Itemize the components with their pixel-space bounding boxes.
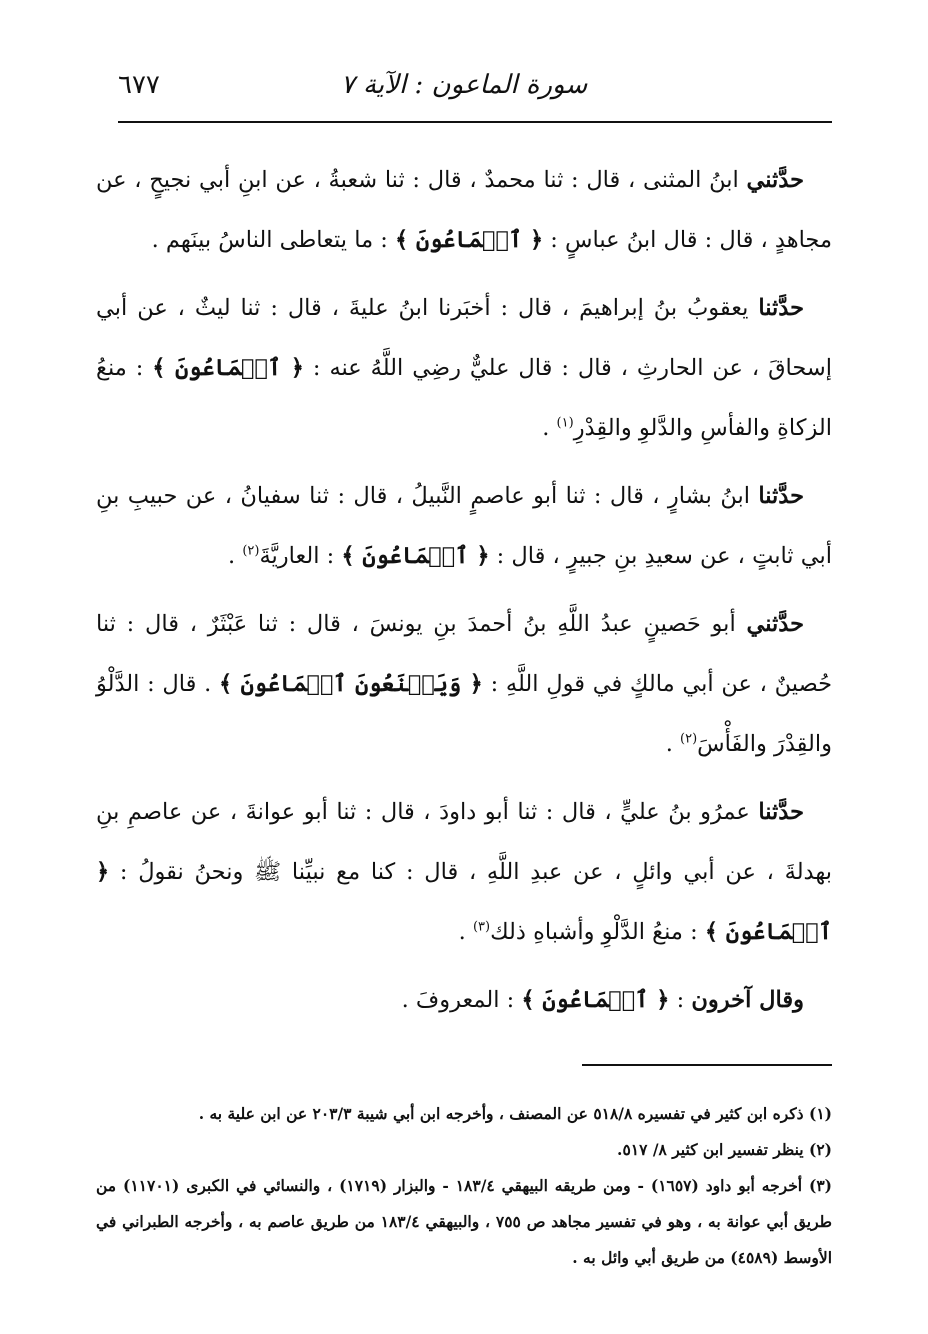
paragraph-lead: حدَّثنا [758, 799, 804, 825]
quran-quote: ﴿ ٱلۡمَاعُونَ ﴾ [96, 859, 832, 945]
quran-quote: ﴿ ٱلۡمَاعُونَ ﴾ [395, 227, 544, 253]
paragraph-text: : [669, 987, 692, 1013]
paragraph-lead: حدَّثني [746, 611, 804, 637]
paragraph-5 [96, 782, 832, 962]
footnote-marker[interactable]: (٣) [472, 919, 491, 935]
page-number: ٦٧٧ [118, 70, 160, 100]
paragraph-text: ابنُ المثنى ، قال : ثنا محمدٌ ، قال : ثنا شعبةُ ، عن ابنِ أبي نجيحٍ ، عن مجاهدٍ ، قال : قال ابنُ عباسٍ : [96, 167, 832, 253]
paragraph-end: . [458, 919, 473, 945]
running-head [118, 62, 810, 112]
paragraph-text: أبو حَصينٍ عبدُ اللَّهِ بنُ أحمدَ بنِ يونسَ ، قال : ثنا عَبْثَرٌ ، قال : ثنا حُصينٌ ، عن أبي مالكٍ في قولِ اللَّهِ : [96, 611, 832, 697]
paragraph-lead: وقال آخرون [691, 987, 804, 1013]
footnote-3: (٣) أخرجه أبو داود (١٦٥٧) - ومن طريقه البيهقي ١٨٣/٤ - والبزار (١٧١٩) ، والنسائي في الكبرى (١١٧٠١) من طريق أبي عوانة به ، وهو في تفسير مجاهد ص ٧٥٥ ، والبيهقي ١٨٣/٤ من طريق عاصم به ، وأخرجه الطبراني في الأوسط (٤٥٨٩) من طريق أبي وائل به . [96, 1176, 832, 1267]
paragraph-text: ابنُ بشارٍ ، قال : ثنا أبو عاصمٍ النَّبيلُ ، قال : ثنا سفيانُ ، عن حبيبِ بنِ أبي ثابتٍ ، عن سعيدِ بنِ جبيرٍ ، قال : [96, 483, 832, 569]
paragraph-1 [96, 150, 832, 270]
footnote-marker[interactable]: (١) [556, 415, 574, 431]
paragraph-6 [96, 970, 832, 1030]
paragraph-lead: حدَّثنا [758, 295, 804, 321]
paragraph-text: : ما يتعاطى الناسُ بينَهم . [151, 227, 396, 253]
paragraph-text: . قال : الدَّلْوُ والقِدْرَ والفَأْسَ [96, 671, 832, 757]
surah-title: سورة الماعون : الآية ٧ [340, 70, 588, 100]
footnotes [96, 1096, 832, 1276]
paragraph-text: : منعُ الزكاةِ والفأسِ والدَّلوِ والقِدْرِ [96, 355, 832, 441]
quran-quote: ﴿ ٱلۡمَاعُونَ ﴾ [152, 355, 304, 381]
quran-quote: ﴿ وَيَمۡنَعُونَ ٱلۡمَاعُونَ ﴾ [219, 671, 483, 697]
paragraph-end: . [228, 543, 243, 569]
paragraph-end: . [542, 415, 557, 441]
paragraph-2 [96, 278, 832, 458]
footnote-marker[interactable]: (٢) [242, 543, 260, 559]
quran-quote: ﴿ ٱلۡمَاعُونَ ﴾ [341, 543, 490, 569]
paragraph-text: يعقوبُ بنُ إبراهيمَ ، قال : أخبَرنا ابنُ عليةَ ، قال : ثنا ليثٌ ، عن أبي إسحاقَ ، عن الحارثِ ، قال : قال عليٌّ رضِي اللَّهُ عنه : [96, 295, 833, 381]
paragraph-lead: حدَّثنا [758, 483, 804, 509]
footnote-marker[interactable]: (٢) [680, 731, 698, 747]
paragraph-text: : منعُ الدَّلْوِ وأشباهِ ذلك [490, 919, 705, 945]
paragraph-text: : المعروفَ . [401, 987, 522, 1013]
paragraph-3 [96, 466, 832, 586]
paragraph-lead: حدَّثني [746, 167, 804, 193]
quran-quote: ﴿ ٱلۡمَاعُونَ ﴾ [521, 987, 670, 1013]
paragraph-4 [96, 594, 832, 774]
header-rule [118, 121, 832, 123]
main-text [96, 150, 832, 1038]
footnote-2: (٢) ينظر تفسير ابن كثير ٨/ ٥١٧. [617, 1140, 832, 1159]
footnote-rule [582, 1064, 832, 1066]
paragraph-text: عمرُو بنُ عليٍّ ، قال : ثنا أبو داودَ ، قال : ثنا أبو عوانةَ ، عن عاصمِ بنِ بهدلةَ ، عن أبي وائلٍ ، عن عبدِ اللَّهِ ، قال : كنا مع نبيِّنا ﷺ ونحنُ نقولُ : [96, 799, 832, 885]
paragraph-text: : العاريَّةَ [259, 543, 342, 569]
paragraph-end: . [665, 731, 680, 757]
footnote-1: (١) ذكره ابن كثير في تفسيره ٥١٨/٨ عن المصنف ، وأخرجه ابن أبي شيبة ٢٠٣/٣ عن ابن علية به . [198, 1104, 832, 1123]
